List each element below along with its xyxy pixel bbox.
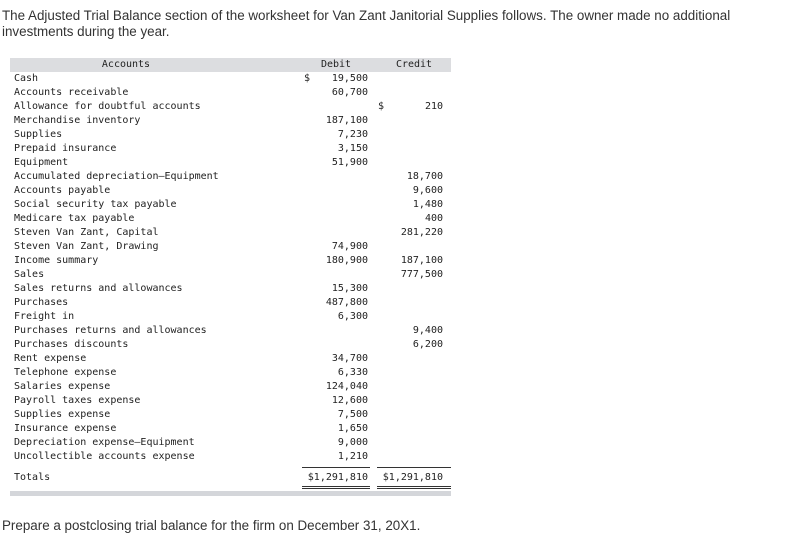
credit-dollar-sign: $ <box>378 101 385 112</box>
account-name: Social security tax payable <box>14 199 177 210</box>
account-name: Supplies expense <box>14 409 111 420</box>
debit-amount: 34,700 <box>331 353 368 364</box>
account-name: Freight in <box>14 311 75 322</box>
account-name: Telephone expense <box>14 367 117 378</box>
account-name: Purchases <box>14 297 69 308</box>
account-name: Sales <box>14 269 45 280</box>
prompt-text: Prepare a postclosing trial balance for the firm on December 31, 20X1. <box>2 518 421 533</box>
credit-amount: 400 <box>424 213 443 224</box>
table-bottom-bar <box>10 491 451 496</box>
table-row <box>10 338 451 352</box>
debit-amount: 60,700 <box>331 87 368 98</box>
account-name: Insurance expense <box>14 423 117 434</box>
debit-amount: 180,900 <box>325 255 368 266</box>
table-row <box>10 408 451 422</box>
debit-amount: 124,040 <box>325 381 368 392</box>
credit-amount: 1,480 <box>412 199 443 210</box>
debit-amount: 51,900 <box>331 157 368 168</box>
table-row <box>10 100 451 114</box>
credit-amount: 9,600 <box>412 185 443 196</box>
account-name: Sales returns and allowances <box>14 283 183 294</box>
account-name: Allowance for doubtful accounts <box>14 101 201 112</box>
table-row <box>10 282 451 296</box>
account-name: Salaries expense <box>14 381 111 392</box>
debit-amount: 9,000 <box>337 437 368 448</box>
debit-amount: 15,300 <box>331 283 368 294</box>
credit-amount: 210 <box>424 101 443 112</box>
accounts-column-header: Accounts <box>101 59 151 70</box>
credit-column-header: Credit <box>395 59 433 70</box>
table-row <box>10 240 451 254</box>
debit-total-double-underline <box>302 486 370 489</box>
table-row <box>10 128 451 142</box>
table-row <box>10 324 451 338</box>
debit-amount: 487,800 <box>325 297 368 308</box>
table-header <box>10 58 451 72</box>
table-row <box>10 310 451 324</box>
table-row <box>10 142 451 156</box>
account-name: Purchases returns and allowances <box>14 325 207 336</box>
debit-amount: 12,600 <box>331 395 368 406</box>
debit-amount: 187,100 <box>325 115 368 126</box>
credit-amount: 9,400 <box>412 325 443 336</box>
totals-label: Totals <box>14 472 51 483</box>
credit-amount: 281,220 <box>400 227 443 238</box>
credit-amount: 18,700 <box>406 171 443 182</box>
table-row <box>10 114 451 128</box>
table-row <box>10 366 451 380</box>
credit-total: $1,291,810 <box>382 472 443 483</box>
debit-amount: 19,500 <box>331 73 368 84</box>
account-name: Medicare tax payable <box>14 213 135 224</box>
account-name: Merchandise inventory <box>14 115 141 126</box>
totals-row <box>10 467 451 487</box>
debit-amount: 74,900 <box>331 241 368 252</box>
table-row <box>10 72 451 86</box>
account-name: Accounts receivable <box>14 87 129 98</box>
debit-amount: 1,650 <box>337 423 368 434</box>
account-name: Supplies <box>14 129 63 140</box>
debit-amount: 1,210 <box>337 451 368 462</box>
account-name: Equipment <box>14 157 69 168</box>
debit-amount: 6,300 <box>337 311 368 322</box>
account-name: Uncollectible accounts expense <box>14 451 195 462</box>
account-name: Accounts payable <box>14 185 111 196</box>
table-row <box>10 212 451 226</box>
table-row <box>10 394 451 408</box>
table-row <box>10 198 451 212</box>
intro-text: The Adjusted Trial Balance section of the worksheet for Van Zant Janitorial Supplies follows. The owner made no additional investments during the year. <box>2 8 731 39</box>
debit-total-underline <box>302 467 370 468</box>
account-name: Prepaid insurance <box>14 143 117 154</box>
account-name: Purchases discounts <box>14 339 129 350</box>
credit-amount: 6,200 <box>412 339 443 350</box>
table-row <box>10 450 451 464</box>
credit-total-underline <box>377 467 451 468</box>
account-name: Depreciation expense–Equipment <box>14 437 195 448</box>
table-row <box>10 170 451 184</box>
table-row <box>10 268 451 282</box>
debit-amount: 7,500 <box>337 409 368 420</box>
debit-amount: 7,230 <box>337 129 368 140</box>
table-row <box>10 156 451 170</box>
account-name: Income summary <box>14 255 99 266</box>
table-row <box>10 86 451 100</box>
table-body <box>10 72 451 464</box>
table-row <box>10 352 451 366</box>
account-name: Cash <box>14 73 39 84</box>
account-name: Steven Van Zant, Drawing <box>14 241 159 252</box>
debit-dollar-sign: $ <box>304 73 311 84</box>
adjusted-trial-balance-table <box>10 58 451 496</box>
table-row <box>10 380 451 394</box>
table-row <box>10 436 451 450</box>
debit-column-header: Debit <box>320 59 352 70</box>
table-row <box>10 422 451 436</box>
account-name: Steven Van Zant, Capital <box>14 227 159 238</box>
debit-total: $1,291,810 <box>307 472 368 483</box>
credit-total-double-underline <box>377 486 451 489</box>
table-row <box>10 226 451 240</box>
credit-amount: 187,100 <box>400 255 443 266</box>
table-row <box>10 184 451 198</box>
debit-amount: 6,330 <box>337 367 368 378</box>
account-name: Payroll taxes expense <box>14 395 141 406</box>
account-name: Accumulated depreciation–Equipment <box>14 171 219 182</box>
debit-amount: 3,150 <box>337 143 368 154</box>
credit-amount: 777,500 <box>400 269 443 280</box>
table-row <box>10 296 451 310</box>
account-name: Rent expense <box>14 353 87 364</box>
table-row <box>10 254 451 268</box>
